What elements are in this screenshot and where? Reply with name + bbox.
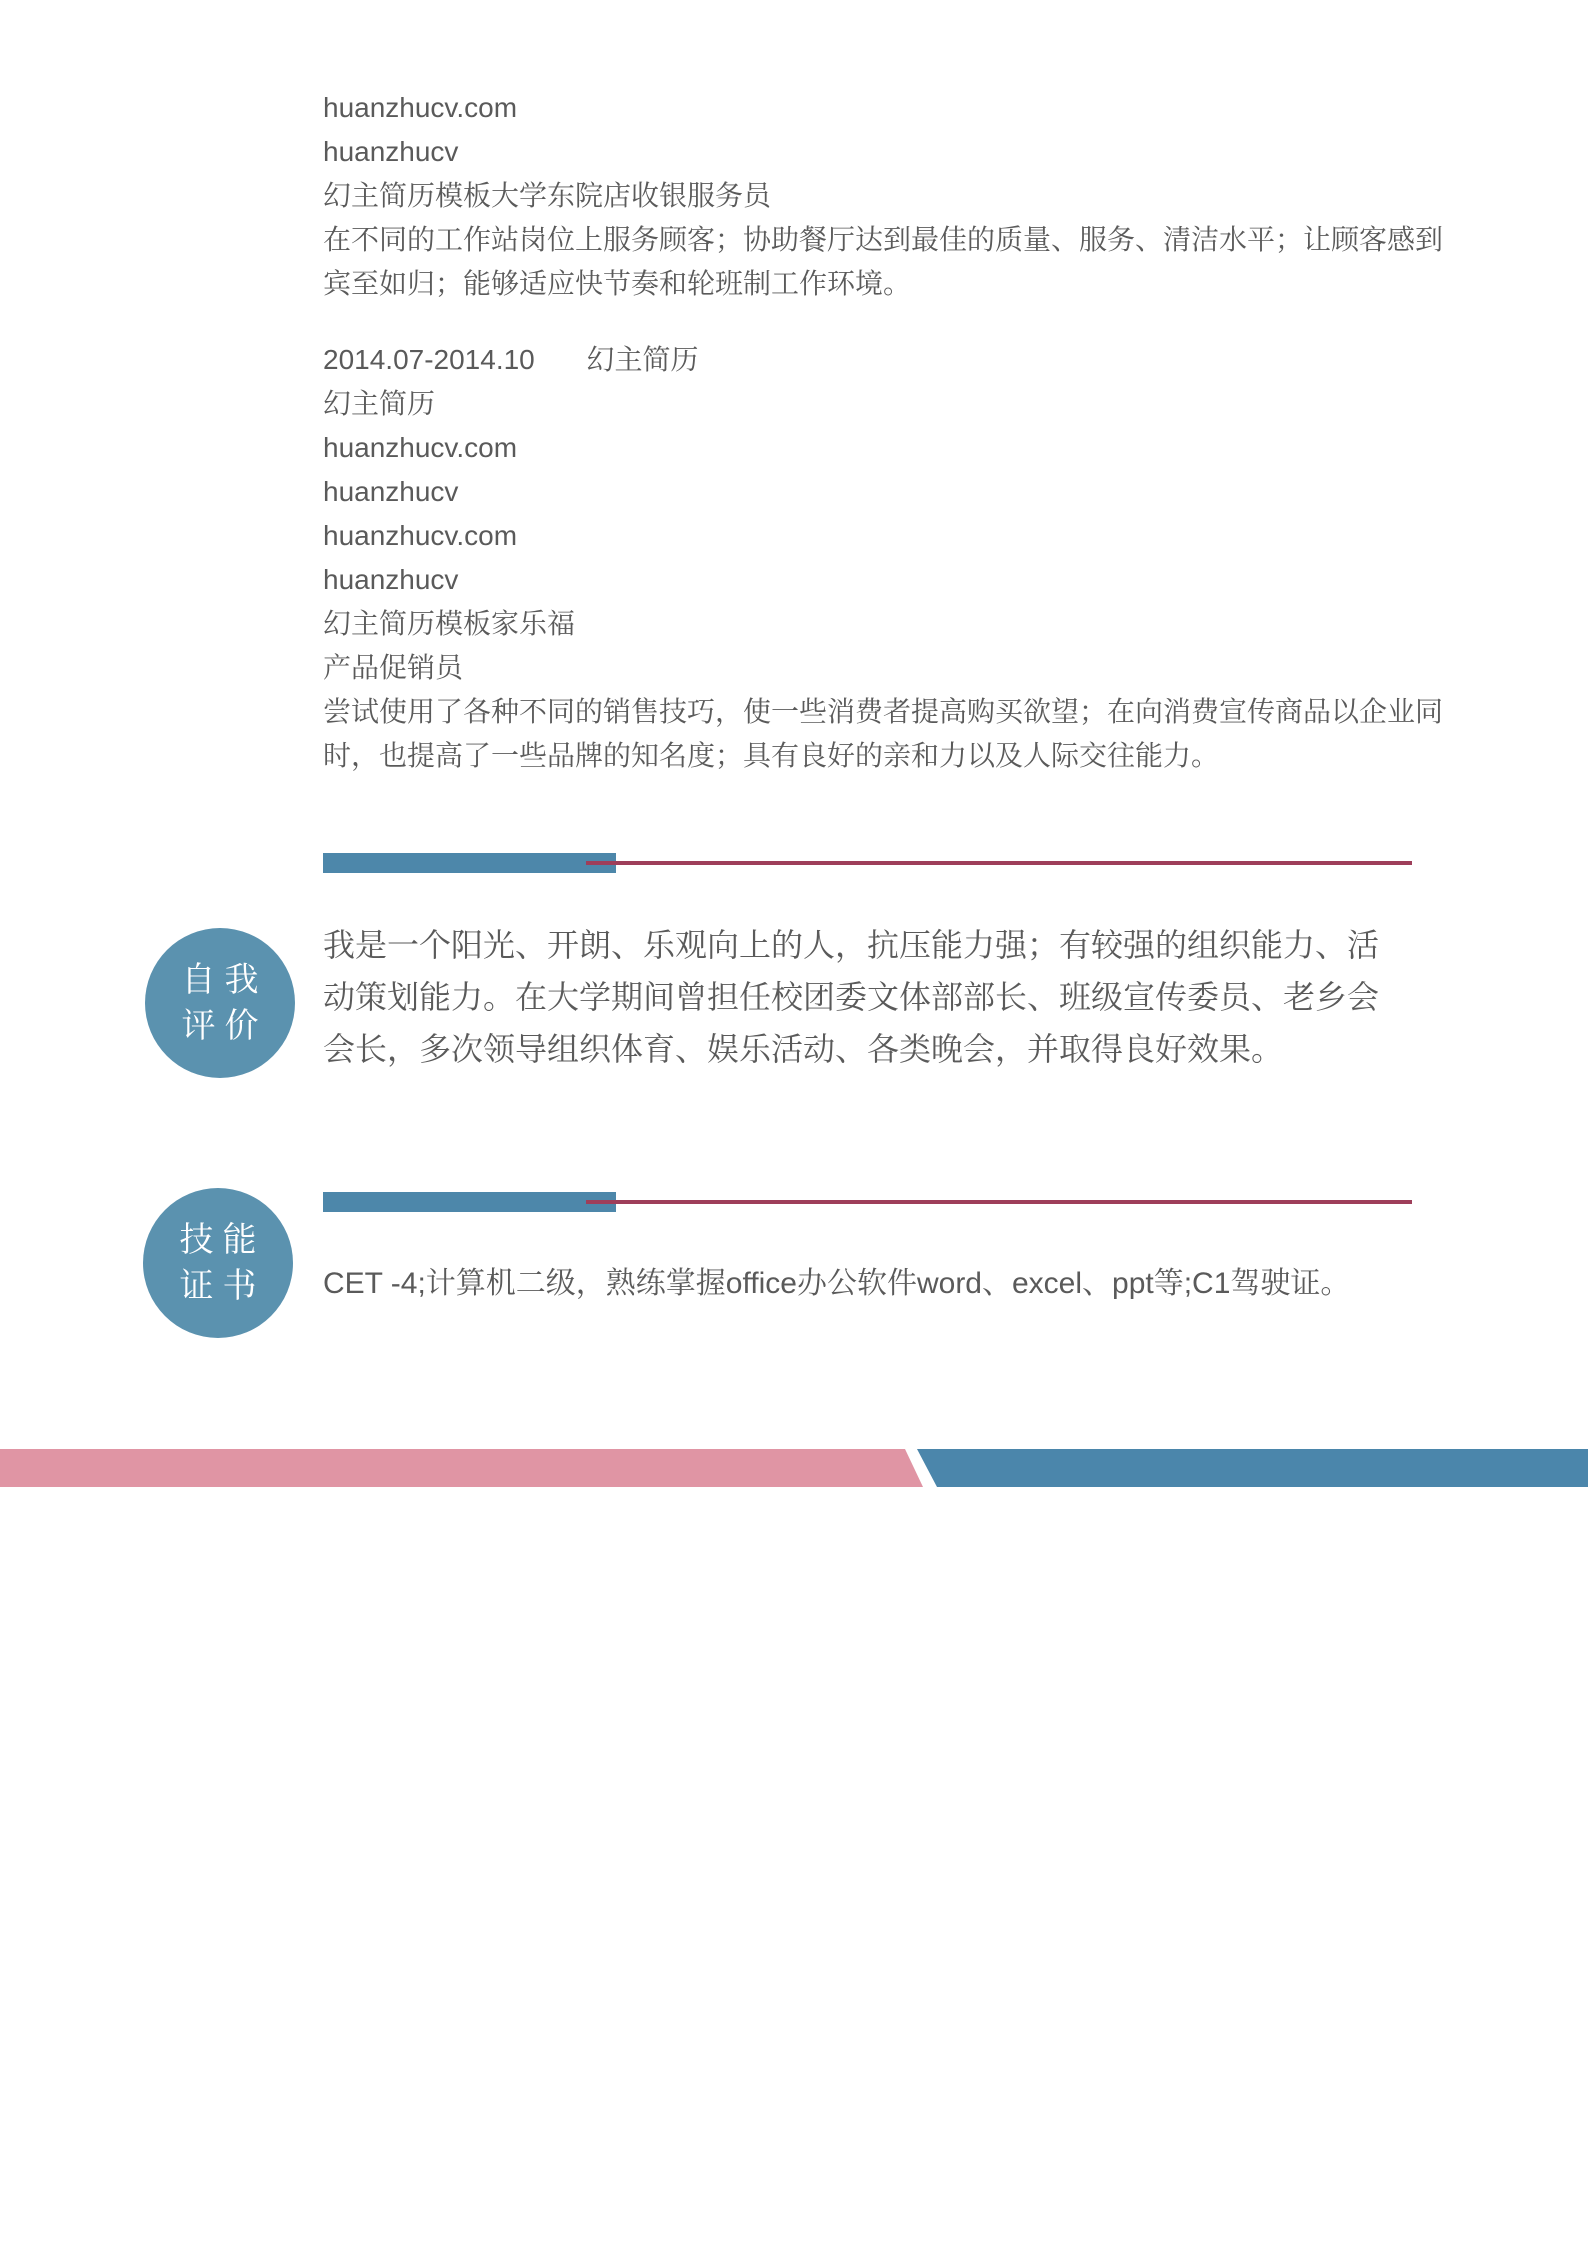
experience-block-top — [323, 86, 1443, 306]
self-evaluation-badge-label: 评价 — [181, 1007, 268, 1045]
experience-date-line — [323, 338, 1443, 382]
self-evaluation-badge-label: 自我 — [181, 961, 268, 999]
skills-text — [323, 1262, 1350, 1306]
experience-link-text: huanzhucv.com — [323, 520, 518, 551]
experience-title: 幻主简历模板大学东院店收银服务员 — [323, 180, 772, 211]
skills-badge-label: 证书 — [179, 1267, 266, 1305]
self-evaluation-line: 会长，多次领导组织体育、娱乐活动、各类晚会，并取得良好效果。 — [323, 1031, 1284, 1067]
footer-blue-bar — [917, 1449, 1588, 1487]
self-evaluation-line: 我是一个阳光、开朗、乐观向上的人，抗压能力强；有较强的组织能力、活 — [323, 927, 1380, 963]
experience-link-text: huanzhucv.com — [323, 92, 518, 123]
experience-link-text: huanzhucv — [323, 136, 459, 167]
experience-date: 2014.07-2014.10 — [323, 344, 535, 375]
section-divider-rule — [586, 1200, 1412, 1204]
experience-description-line: 在不同的工作站岗位上服务顾客；协助餐厅达到最佳的质量、服务、清洁水平；让顾客感到 — [323, 224, 1444, 255]
self-evaluation-badge — [145, 928, 295, 1078]
experience-org-text: 幻主简历 — [323, 388, 436, 419]
experience-link-text: huanzhucv — [323, 476, 459, 507]
self-evaluation-text — [323, 919, 1379, 1075]
experience-org: 幻主简历 — [586, 344, 699, 375]
experience-description-line: 时，也提高了一些品牌的知名度；具有良好的亲和力以及人际交往能力。 — [323, 740, 1220, 771]
experience-link-text: huanzhucv.com — [323, 432, 518, 463]
experience-company: 幻主简历模板家乐福 — [323, 608, 576, 639]
skills-badge — [143, 1188, 293, 1338]
experience-link-text: huanzhucv — [323, 564, 459, 595]
skills-badge-label: 技能 — [179, 1221, 266, 1259]
experience-role: 产品促销员 — [323, 652, 464, 683]
experience-description-line: 宾至如归；能够适应快节奏和轮班制工作环境。 — [323, 268, 912, 299]
experience-description-line: 尝试使用了各种不同的销售技巧，使一些消费者提高购买欲望；在向消费宣传商品以企业同 — [323, 696, 1444, 727]
self-evaluation-line: 动策划能力。在大学期间曾担任校团委文体部部长、班级宣传委员、老乡会 — [323, 979, 1380, 1015]
skills-line: CET -4;计算机二级，熟练掌握office办公软件word、excel、ppt等;C1驾驶证。 — [323, 1267, 1351, 1300]
section-divider-bar — [323, 853, 616, 873]
footer-pink-bar — [0, 1449, 923, 1487]
section-divider-rule — [586, 861, 1412, 865]
section-divider-bar — [323, 1192, 616, 1212]
experience-block-second — [323, 338, 1443, 778]
